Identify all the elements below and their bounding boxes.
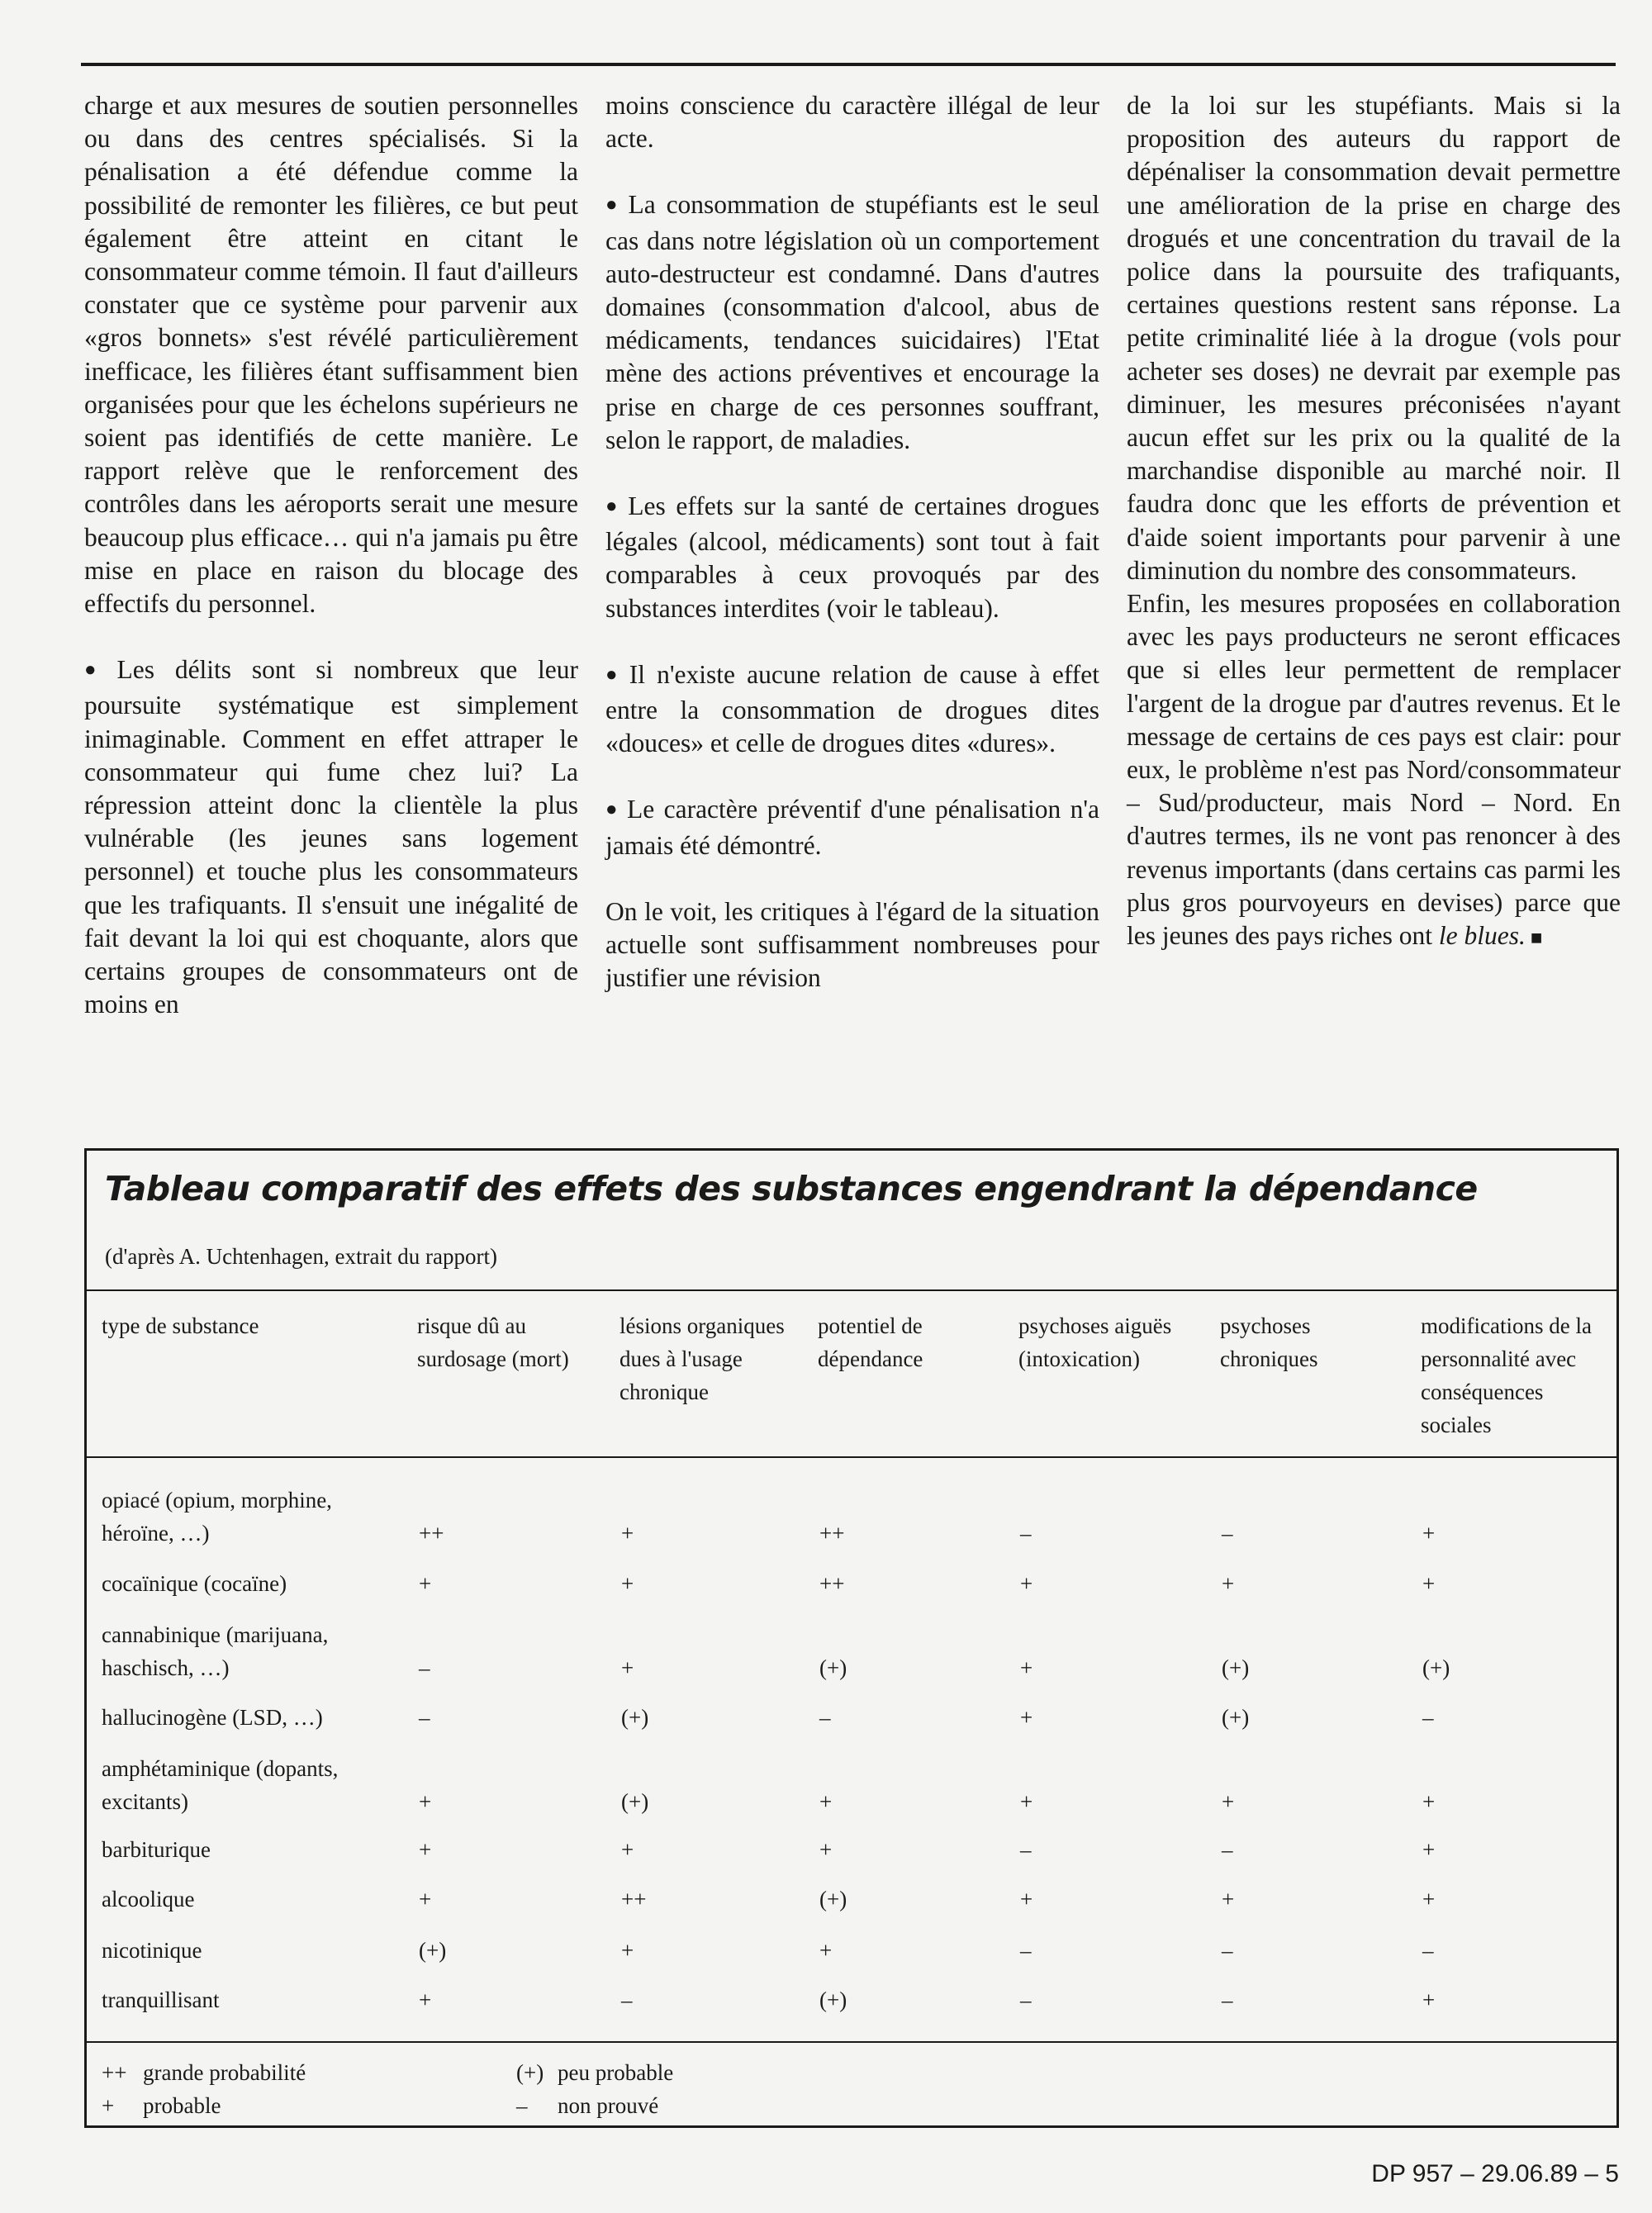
table-header-cell: modifications de la personnalité avec conséquences sociales [1421,1313,1592,1437]
table-header-cell: psychoses chroniques [1220,1313,1318,1371]
value-cell: ++ [419,1521,444,1546]
paragraph: moins conscience du caractère illégal de leur acte. [605,91,1099,154]
value-cell: – [1222,1938,1233,1963]
legend-symbol: + [102,2093,115,2118]
value-cell: + [419,1837,432,1862]
value-cell: – [419,1655,430,1680]
value-cell: + [1222,1789,1235,1814]
substance-cell: barbiturique [102,1837,211,1862]
legend-label: grande probabilité [143,2060,306,2085]
substance-cell: cannabinique (marijuana, haschisch, …) [102,1622,329,1680]
table-header-cell: psychoses aiguës (intoxication) [1018,1313,1172,1371]
value-cell: + [1020,1705,1033,1730]
table-header-cell: potentiel de dépendance [818,1313,923,1371]
bullet-paragraph: ● Les effets sur la santé de certaines drogues légales (alcool, médicaments) sont tout à fait comparables à ceux provoqués par des substances interdites (voir le tableau). [605,490,1099,625]
value-cell: – [1422,1705,1434,1730]
paragraph: On le voit, les critiques à l'égard de la situation actuelle sont suffisamment nombreuses pour justifier une révision [605,896,1099,993]
paragraph: Enfin, les mesures proposées en collaboration avec les pays producteurs ne seront efficaces que si elles leur permettent de remplacer l'argent de la drogue par d'autres revenus. Et le message de certains de ces pays est clair: pour eux, le problème n'est pas Nord/consommateur – Sud/producteur, mais Nord – Nord. En d'autres termes, ils ne vont pas renoncer à des revenus importants (dans certains cas parmi les plus gros pourvoyeurs en devises) parce que les jeunes des pays riches ont le blues. ■ [1127,587,1621,955]
value-cell: + [419,1571,432,1596]
value-cell: + [1020,1571,1033,1596]
value-cell: (+) [1422,1655,1450,1680]
table-row [87,1983,1616,2016]
legend-label: non prouvé [558,2093,659,2118]
legend-label: peu probable [558,2060,674,2085]
legend-symbol: (+) [516,2060,544,2085]
value-cell: – [1020,1938,1032,1963]
column-3 [1127,89,1621,1105]
paragraph: charge et aux mesures de soutien personnelles ou dans des centres spécialisés. Si la pénalisation a été défendue comme la possibilité de remonter les filières, ce but peut également être atteint en citant le consommateur comme témoin. Il faut d'ailleurs constater que ce système pour parvenir aux «gros bonnets» s'est révélé particulièrement inefficace, les filières étant suffisamment bien organisées pour que les échelons supérieurs ne soient pas identifiés de cette manière. Le rapport relève que le renforcement des contrôles dans les aéroports serait une mesure beaucoup plus efficace… qui n'a jamais pu être mise en place en raison du blocage des effectifs du personnel. [84,91,578,619]
column-1 [84,89,578,1105]
substance-cell: tranquillisant [102,1987,220,2012]
value-cell: – [419,1705,430,1730]
table-row [87,1752,1616,1818]
value-cell: + [419,1789,432,1814]
table-header-cell: type de substance [102,1313,259,1338]
substance-cell: hallucinogène (LSD, …) [102,1705,323,1730]
value-cell: – [1222,1987,1233,2012]
value-cell: – [1020,1987,1032,2012]
substance-cell: opiacé (opium, morphine, héroïne, …) [102,1488,332,1546]
page-footer: DP 957 – 29.06.89 – 5 [1371,2160,1619,2187]
value-cell: + [1422,1571,1436,1596]
value-cell: – [621,1987,633,2012]
value-cell: + [1020,1655,1033,1680]
table-divider [87,2041,1616,2043]
legend-entry [516,2056,673,2089]
value-cell: (+) [621,1789,649,1814]
table-divider [87,1456,1616,1458]
value-cell: + [621,1571,634,1596]
value-cell: (+) [819,1655,847,1680]
table-row [87,1934,1616,1967]
value-cell: – [1020,1521,1032,1546]
value-cell: + [419,1887,432,1911]
value-cell: – [819,1705,831,1730]
table-source: (d'après A. Uchtenhagen, extrait du rapport) [105,1244,497,1269]
value-cell: (+) [419,1938,447,1963]
substance-cell: alcoolique [102,1887,195,1911]
comparison-table [84,1148,1619,2128]
value-cell: + [819,1837,833,1862]
value-cell: – [1222,1521,1233,1546]
legend-symbol: ++ [102,2060,127,2085]
value-cell: ++ [621,1887,647,1911]
value-cell: (+) [621,1705,649,1730]
value-cell: + [419,1987,432,2012]
value-cell: + [1422,1789,1436,1814]
table-header-cell: risque dû au surdosage (mort) [417,1313,569,1371]
paragraph: de la loi sur les stupéfiants. Mais si la proposition des auteurs du rapport de dépénaliser la consommation devait permettre une amélioration de la prise en charge des drogués et une concentration du travail de la police dans la poursuite des trafiquants, certaines questions restent sans réponse. La petite criminalité liée à la drogue (vols pour acheter ses doses) ne devrait par exemple pas diminuer, les mesures préconisées n'ayant aucun effet sur les prix ou la qualité de la marchandise disponible au marché noir. Il faudra donc que les efforts de prévention et d'aide soient importants pour parvenir à une diminution du nombre des consommateurs. [1127,91,1621,585]
value-cell: ++ [819,1521,845,1546]
value-cell: + [1422,1987,1436,2012]
legend-entry [102,2089,221,2122]
table-title: Tableau comparatif des effets des substances engendrant la dépendance [105,1169,1478,1209]
value-cell: (+) [819,1987,847,2012]
top-rule [81,63,1616,66]
value-cell: + [1020,1887,1033,1911]
bullet-paragraph: ● La consommation de stupéfiants est le seul cas dans notre législation où un comportement auto-destructeur est condamné. Dans d'autres domaines (consommation d'alcool, abus de médicaments, tendances suicidaires) l'Etat mène des actions préventives et encourage la prise en charge de ces personnes souffrant, selon le rapport, de maladies. [605,188,1099,457]
value-cell: + [1422,1887,1436,1911]
substance-cell: cocaïnique (cocaïne) [102,1571,287,1596]
legend-label: probable [143,2093,221,2118]
bullet-paragraph: ● Le caractère préventif d'une pénalisation n'a jamais été démontré. [605,793,1099,862]
bullet-paragraph: ● Les délits sont si nombreux que leur poursuite systématique est simplement inimaginable. Comment en effet attraper le consommateur qui fume chez lui? La répression atteint donc la clientèle la plus vulnérable (les jeunes sans logement personnel) et touche plus les consommateurs que les trafiquants. Il s'ensuit une inégalité de fait devant la loi qui est choquante, alors que certains groupes de consommateurs ont de moins en [84,653,578,1021]
table-divider [87,1289,1616,1291]
bullet-paragraph: ● Il n'existe aucune relation de cause à effet entre la consommation de drogues dites «douces» et celle de drogues dites «dures». [605,658,1099,761]
legend-entry [516,2089,658,2122]
value-cell: + [621,1837,634,1862]
table-row [87,1883,1616,1916]
value-cell: + [621,1655,634,1680]
substance-cell: nicotinique [102,1938,202,1963]
value-cell: + [1222,1571,1235,1596]
value-cell: + [819,1789,833,1814]
value-cell: + [621,1938,634,1963]
value-cell: + [1222,1887,1235,1911]
substance-cell: amphétaminique (dopants, excitants) [102,1756,339,1814]
legend-entry [102,2056,306,2089]
value-cell: – [1222,1837,1233,1862]
table-header-cell: lésions organiques dues à l'usage chronique [620,1313,785,1404]
value-cell: (+) [1222,1655,1250,1680]
value-cell: ++ [819,1571,845,1596]
value-cell: + [621,1521,634,1546]
table-row [87,1618,1616,1684]
value-cell: (+) [819,1887,847,1911]
italic-text: le blues. [1438,921,1526,951]
legend-symbol: – [516,2093,528,2118]
value-cell: (+) [1222,1705,1250,1730]
value-cell: – [1422,1938,1434,1963]
value-cell: + [1422,1521,1436,1546]
table-row [87,1833,1616,1866]
table-row [87,1567,1616,1600]
table-row [87,1484,1616,1550]
value-cell: + [1422,1837,1436,1862]
table-row [87,1701,1616,1734]
value-cell: + [819,1938,833,1963]
value-cell: – [1020,1837,1032,1862]
article-columns [84,89,1621,1105]
value-cell: + [1020,1789,1033,1814]
column-2 [605,89,1099,1105]
